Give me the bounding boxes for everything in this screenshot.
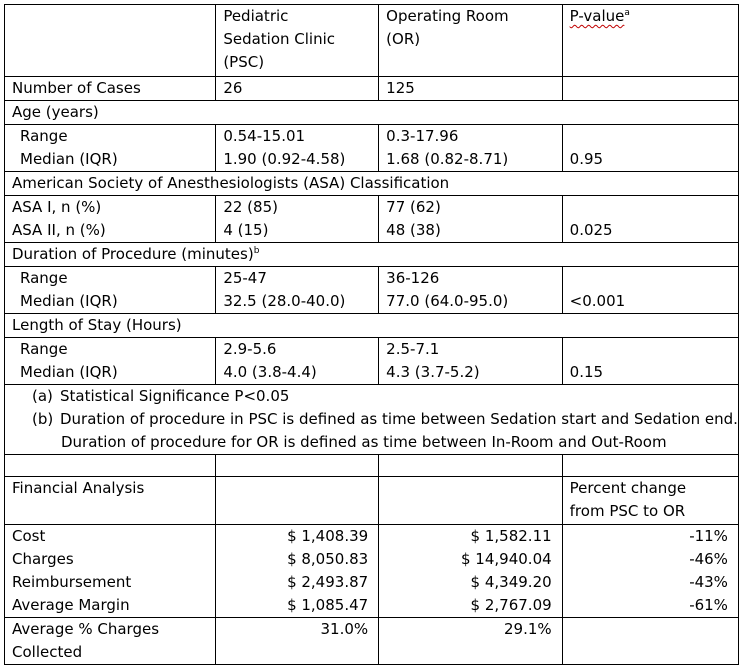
asa-ii-psc: 4 (15): [223, 221, 269, 239]
financial-pct: [562, 525, 738, 618]
duration-median-label: Median (IQR): [20, 292, 118, 310]
header-pvalue-sup: a: [624, 8, 630, 18]
fin-psc-cost: $ 1,408.39: [287, 527, 369, 545]
collected-psc: 31.0%: [216, 618, 379, 665]
asa-i-psc: 22 (85): [223, 198, 278, 216]
fin-pct-cost: -11%: [689, 527, 728, 545]
stay-median-psc: 4.0 (3.8-4.4): [223, 363, 317, 381]
age-range-psc: 0.54-15.01: [223, 127, 306, 145]
collected-label-line2: Collected: [12, 643, 83, 661]
cases-label: Number of Cases: [5, 77, 216, 101]
stay-section-row: [5, 314, 739, 338]
fin-label-margin: Average Margin: [12, 596, 130, 614]
fin-psc-reimbursement: $ 2,493.87: [287, 573, 369, 591]
cases-or: 125: [379, 77, 562, 101]
age-data-row: [5, 125, 739, 172]
age-section-label: Age (years): [5, 101, 739, 125]
collected-label-line1: Average % Charges: [12, 620, 160, 638]
financial-title: Financial Analysis: [5, 477, 216, 525]
asa-i-label: ASA I, n (%): [12, 198, 102, 216]
financial-or: [379, 525, 562, 618]
asa-data-row: [5, 196, 739, 243]
spacer-cell: [216, 455, 379, 477]
fin-label-cost: Cost: [12, 527, 46, 545]
fin-pct-reimbursement: -43%: [689, 573, 728, 591]
duration-or: [379, 267, 562, 314]
header-or-line2: (OR): [386, 30, 421, 48]
footnote-b-text1: Duration of procedure in PSC is defined as time between Sedation start and Sedation end.: [60, 410, 738, 428]
header-psc: [216, 5, 379, 77]
footnote-a: [33, 385, 738, 408]
financial-values-row: [5, 525, 739, 618]
stay-psc: [216, 338, 379, 385]
asa-p-cell: [562, 196, 738, 243]
cases-p: [562, 77, 738, 101]
collected-label: [5, 618, 216, 665]
stay-p-cell: [562, 338, 738, 385]
fin-pct-margin: -61%: [689, 596, 728, 614]
header-or: [379, 5, 562, 77]
footnote-b-text2: Duration of procedure for OR is defined as time between In-Room and Out-Room: [61, 433, 667, 451]
age-or: [379, 125, 562, 172]
fin-label-reimbursement: Reimbursement: [12, 573, 132, 591]
asa-psc: [216, 196, 379, 243]
pct-header-line1: Percent change: [569, 479, 687, 497]
financial-labels: [5, 525, 216, 618]
stay-median-label: Median (IQR): [20, 363, 118, 381]
age-range-or: 0.3-17.96: [386, 127, 459, 145]
footnote-b: [33, 408, 738, 431]
stay-p: 0.15: [569, 363, 604, 381]
asa-ii-label: ASA II, n (%): [12, 221, 106, 239]
footnotes: [5, 385, 739, 455]
results-table: [4, 4, 739, 665]
pct-header-line2: from PSC to OR: [569, 502, 686, 520]
spacer-row: [5, 455, 739, 477]
cases-row: [5, 77, 739, 101]
collected-row: [5, 618, 739, 665]
header-pvalue-label: P-value: [569, 7, 625, 25]
financial-pct-header: [562, 477, 738, 525]
duration-range-label: Range: [20, 269, 68, 287]
fin-or-charges: $ 14,940.04: [461, 550, 552, 568]
stay-labels: [5, 338, 216, 385]
age-median-psc: 1.90 (0.92-4.58): [223, 150, 346, 168]
duration-psc: [216, 267, 379, 314]
age-range-label: Range: [20, 127, 68, 145]
fin-pct-charges: -46%: [689, 550, 728, 568]
collected-or: 29.1%: [379, 618, 562, 665]
financial-header-row: [5, 477, 739, 525]
duration-median-psc: 32.5 (28.0-40.0): [223, 292, 346, 310]
age-psc: [216, 125, 379, 172]
asa-section-label: American Society of Anesthesiologists (ASA) Classification: [5, 172, 739, 196]
age-section-row: [5, 101, 739, 125]
duration-section-row: [5, 243, 739, 267]
duration-section-label: Duration of Procedure (minutes): [12, 245, 254, 263]
duration-data-row: [5, 267, 739, 314]
duration-labels: [5, 267, 216, 314]
header-psc-line2: Sedation Clinic: [223, 30, 336, 48]
footnotes-row: [5, 385, 739, 455]
stay-range-or: 2.5-7.1: [386, 340, 440, 358]
stay-range-psc: 2.9-5.6: [223, 340, 277, 358]
asa-section-row: [5, 172, 739, 196]
duration-range-psc: 25-47: [223, 269, 267, 287]
fin-or-reimbursement: $ 4,349.20: [470, 573, 552, 591]
header-psc-line3: (PSC): [223, 53, 265, 71]
spacer-cell: [562, 455, 738, 477]
duration-p-cell: [562, 267, 738, 314]
spacer-cell: [379, 455, 562, 477]
cases-psc: 26: [216, 77, 379, 101]
age-p: 0.95: [569, 150, 604, 168]
fin-label-charges: Charges: [12, 550, 74, 568]
age-labels: [5, 125, 216, 172]
stay-section-label: Length of Stay (Hours): [5, 314, 739, 338]
stay-or: [379, 338, 562, 385]
header-pvalue: [562, 5, 738, 77]
duration-p: <0.001: [569, 292, 626, 310]
age-median-or: 1.68 (0.82-8.71): [386, 150, 509, 168]
stay-median-or: 4.3 (3.7-5.2): [386, 363, 480, 381]
duration-sup: b: [253, 246, 260, 256]
asa-ii-or: 48 (38): [386, 221, 441, 239]
fin-psc-charges: $ 8,050.83: [287, 550, 369, 568]
asa-labels: [5, 196, 216, 243]
duration-section: [5, 243, 739, 267]
header-blank-cell: [5, 5, 216, 77]
duration-range-or: 36-126: [386, 269, 440, 287]
age-median-label: Median (IQR): [20, 150, 118, 168]
fin-or-cost: $ 1,582.11: [470, 527, 552, 545]
header-or-line1: Operating Room: [386, 7, 509, 25]
footnote-a-label: (a): [32, 387, 53, 405]
asa-or: [379, 196, 562, 243]
footnote-a-text: Statistical Significance P<0.05: [60, 387, 290, 405]
header-row: [5, 5, 739, 77]
footnote-b-label: (b): [32, 410, 54, 428]
fin-or-margin: $ 2,767.09: [470, 596, 552, 614]
fin-psc-margin: $ 1,085.47: [287, 596, 369, 614]
financial-psc: [216, 525, 379, 618]
age-p-cell: [562, 125, 738, 172]
financial-blank-or: [379, 477, 562, 525]
stay-range-label: Range: [20, 340, 68, 358]
spacer-cell: [5, 455, 216, 477]
asa-p: 0.025: [569, 221, 613, 239]
duration-median-or: 77.0 (64.0-95.0): [386, 292, 509, 310]
stay-data-row: [5, 338, 739, 385]
asa-i-or: 77 (62): [386, 198, 441, 216]
header-psc-line1: Pediatric: [223, 7, 289, 25]
financial-blank-psc: [216, 477, 379, 525]
collected-pct: [562, 618, 738, 665]
